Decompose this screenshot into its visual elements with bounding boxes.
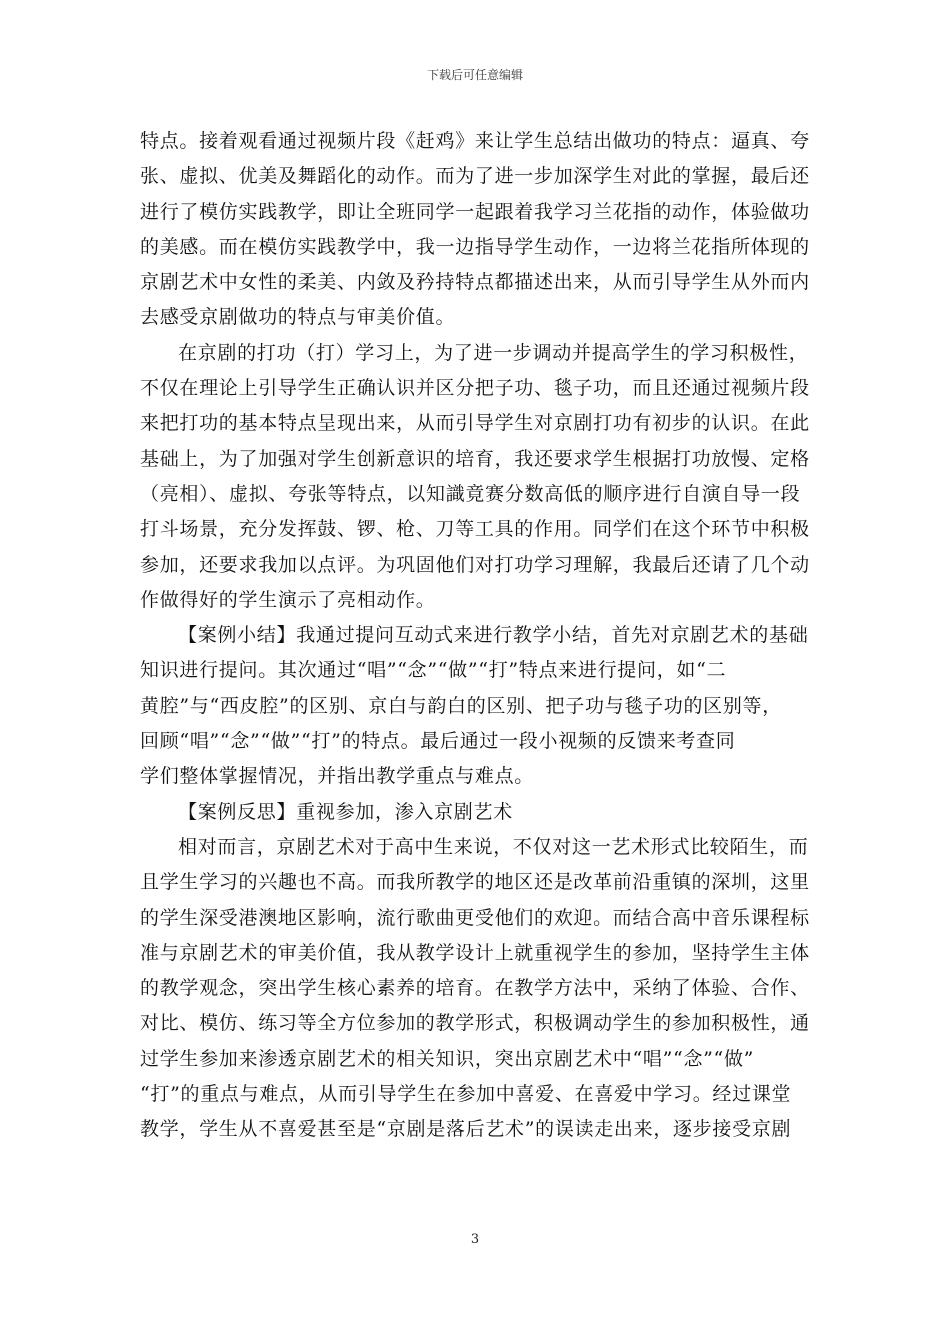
text-line: 打斗场景，充分发挥鼓、锣、枪、刀等工具的作用。同学们在这个环节中积极: [140, 518, 810, 541]
text-line: 基础上，为了加强对学生创新意识的培育，我还要求学生根据打功放慢、定格: [140, 447, 810, 470]
text-line: 特点。接着观看通过视频片段《赶鸡》来让学生总结出做功的特点：逼真、夸: [140, 130, 810, 152]
text-line: 【案例反思】重视参加，渗入京剧艺术: [178, 800, 513, 823]
document-body: [140, 124, 810, 1148]
text-line: 不仅在理论上引导学生正确认识并区分把子功、毯子功，而且还通过视频片段: [140, 377, 810, 400]
text-line: 的美感。而在模仿实践教学中，我一边指导学生动作，一边将兰花指所体现的: [140, 235, 810, 258]
text-line: 回顾“唱”“念”“做”“打”的特点。最后通过一段小视频的反馈来考查同: [140, 730, 736, 753]
text-line: 相对而言，京剧艺术对于高中生来说，不仅对这一艺术形式比较陌生，而: [178, 835, 809, 858]
text-line: 准与京剧艺术的审美价值，我从教学设计上就重视学生的参加，坚持学生主体: [140, 941, 810, 964]
text-line: 去感受京剧做功的特点与审美价值。: [140, 306, 456, 329]
page-number: 3: [470, 1232, 480, 1247]
text-line: 进行了模仿实践教学，即让全班同学一起跟着我学习兰花指的动作，体验做功: [140, 200, 810, 223]
text-line: 作做得好的学生演示了亮相动作。: [140, 588, 436, 611]
page-header-note: 下载后可任意编辑: [426, 68, 523, 82]
text-line: 学们整体掌握情况，并指出教学重点与难点。: [140, 765, 535, 788]
text-line: “打”的重点与难点，从而引导学生在参加中喜爱、在喜爱中学习。经过课堂: [140, 1083, 792, 1106]
text-line: 京剧艺术中女性的柔美、内敛及矜持特点都描述出来，从而引导学生从外而内: [140, 271, 810, 294]
text-line: 知识进行提问。其次通过“唱”“念”“做”“打”特点来进行提问，如“二: [140, 659, 727, 682]
text-line: 教学，学生从不喜爱甚至是“京剧是落后艺术”的误读走出来，逐步接受京剧: [140, 1118, 792, 1141]
text-line: 张、虚拟、优美及舞蹈化的动作。而为了进一步加深学生对此的掌握，最后还: [140, 165, 810, 188]
text-line: 的教学观念，突出学生核心素养的培育。在教学方法中，采纳了体验、合作、: [140, 977, 810, 1000]
text-line: 的学生深受港澳地区影响，流行歌曲更受他们的欢迎。而结合高中音乐课程标: [140, 906, 810, 929]
text-line: 且学生学习的兴趣也不高。而我所教学的地区还是改革前沿重镇的深圳，这里: [140, 871, 810, 894]
text-line: 【案例小结】我通过提问互动式来进行教学小结，首先对京剧艺术的基础: [178, 624, 809, 647]
text-line: （亮相）、虚拟、夸张等特点，以知識竟赛分数高低的顺序进行自演自导一段: [140, 482, 801, 505]
text-line: 参加，还要求我加以点评。为巩固他们对打功学习理解，我最后还请了几个动: [140, 553, 810, 576]
text-line: 黄腔”与“西皮腔”的区别、京白与韵白的区别、把子功与毯子功的区别等，: [140, 694, 782, 717]
text-line: 对比、模仿、练习等全方位参加的教学形式，积极调动学生的参加积极性，通: [140, 1012, 810, 1035]
text-line: 过学生参加来渗透京剧艺术的相关知识，突出京剧艺术中“唱”“念”“做”: [140, 1047, 755, 1070]
text-line: 来把打功的基本特点呈现出来，从而引导学生对京剧打功有初步的认识。在此: [140, 412, 810, 435]
text-line: 在京剧的打功（打）学习上，为了进一步调动并提高学生的学习积极性，: [178, 341, 809, 364]
